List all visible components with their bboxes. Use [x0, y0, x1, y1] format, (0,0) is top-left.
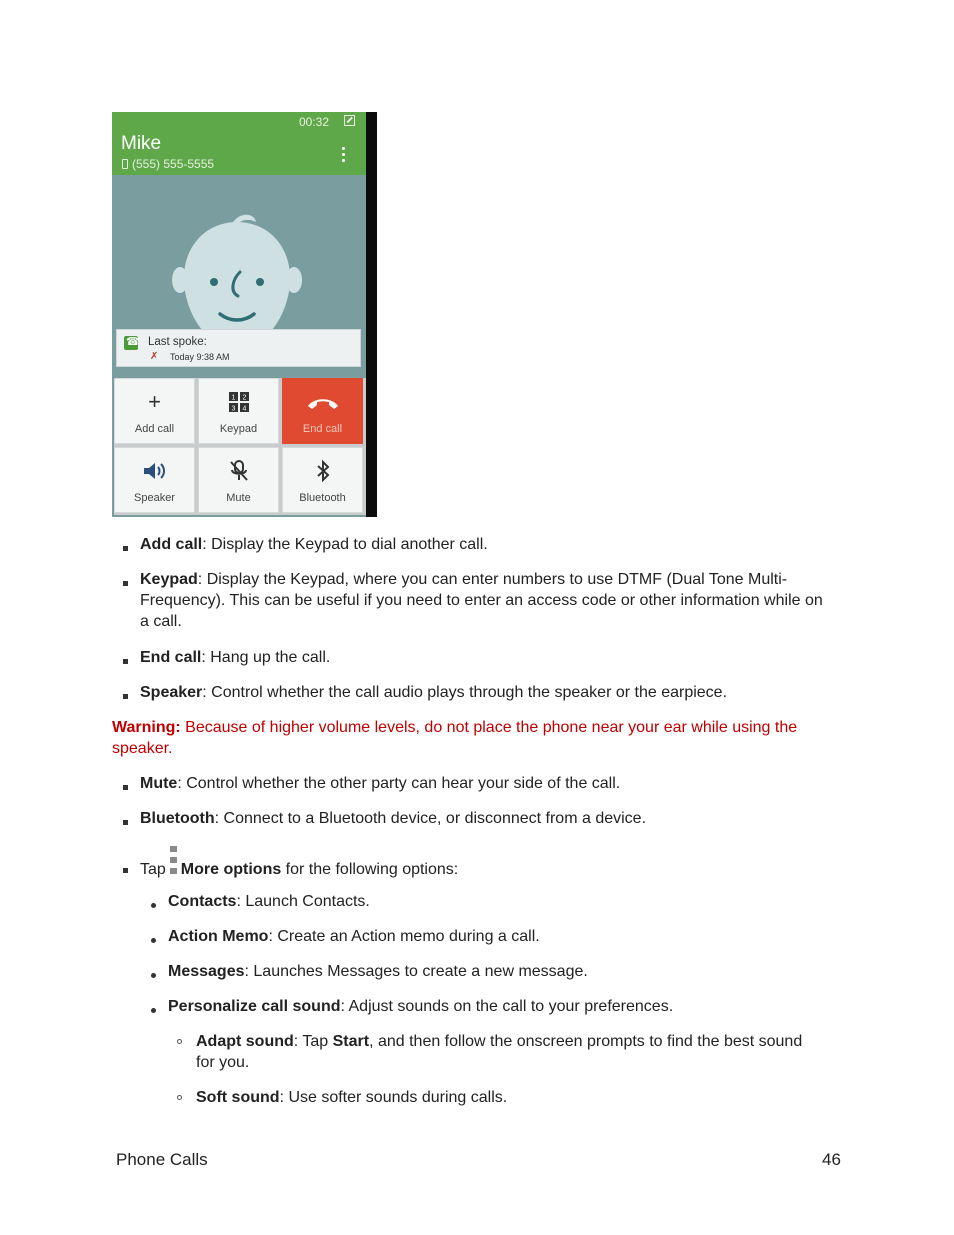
missed-call-icon: ✗ [150, 351, 159, 362]
page-number: 46 [822, 1150, 841, 1169]
more-options-icon [169, 846, 178, 876]
in-call-button-grid [114, 378, 366, 515]
list-item-bluetooth: Bluetooth: Connect to a Bluetooth device, or disconnect from a device. [140, 810, 647, 827]
list-item-mute: Mute: Control whether the other party can hear your side of the call. [140, 775, 621, 792]
keypad-label: Keypad [219, 423, 258, 435]
list-item-end-call: End call: Hang up the call. [140, 649, 331, 666]
edge-screen [366, 112, 377, 517]
speaker-icon [115, 458, 194, 484]
svg-text:3: 3 [231, 405, 235, 413]
list-item-add-call: Add call: Display the Keypad to dial another call. [140, 536, 488, 553]
list-bullet [123, 694, 128, 699]
sub-list-bullet [151, 903, 156, 908]
default-avatar-icon [172, 210, 302, 340]
speaker-button[interactable] [114, 447, 195, 513]
last-spoke-time: Today 9:38 AM [170, 352, 230, 362]
svg-text:1: 1 [231, 394, 235, 402]
hang-up-icon [283, 389, 362, 415]
contact-number-row [122, 157, 214, 171]
add-call-button[interactable] [114, 378, 195, 444]
end-call-label: End call [302, 423, 343, 435]
add-call-label: Add call [134, 423, 175, 435]
bluetooth-label: Bluetooth [299, 492, 346, 504]
plus-icon: + [148, 389, 161, 414]
warning-label: Warning: [112, 719, 181, 736]
sub-sub-list-bullet [177, 1039, 182, 1044]
speaker-label: Speaker [134, 492, 175, 504]
call-timer: 00:32 [299, 115, 330, 129]
call-screen-screenshot [112, 112, 377, 517]
phone-call-icon [124, 336, 138, 350]
bluetooth-icon [283, 458, 362, 484]
sub-item-personalize-call-sound: Personalize call sound: Adjust sounds on the call to your preferences. [168, 998, 674, 1015]
svg-text:4: 4 [242, 405, 246, 413]
warning-note-cont: speaker. [112, 740, 173, 757]
sub-sub-list-bullet [177, 1095, 182, 1100]
sub-list-bullet [151, 973, 156, 978]
contact-name: Mike [121, 133, 162, 154]
mute-label: Mute [226, 492, 251, 504]
sub-list-bullet [151, 1008, 156, 1013]
sub-sub-item-soft-sound: Soft sound: Use softer sounds during calls. [196, 1089, 508, 1106]
list-item-keypad-cont2: a call. [140, 613, 182, 630]
keypad-button[interactable] [198, 378, 279, 444]
mobile-phone-icon [122, 159, 128, 169]
sub-item-messages: Messages: Launches Messages to create a new message. [168, 963, 588, 980]
sub-list-bullet [151, 938, 156, 943]
more-options-icon[interactable] [342, 147, 346, 165]
list-item-speaker: Speaker: Control whether the call audio plays through the speaker or the earpiece. [140, 684, 728, 701]
contact-number: (555) 555-5555 [132, 157, 215, 171]
sub-item-contacts: Contacts: Launch Contacts. [168, 893, 370, 910]
svg-text:2: 2 [242, 394, 246, 402]
list-bullet [123, 659, 128, 664]
list-bullet [123, 581, 128, 586]
warning-note: Warning: Because of higher volume levels, do not place the phone near your ear while using the [112, 719, 798, 736]
last-spoke-card [116, 329, 361, 367]
list-item-keypad-cont: Frequency). This can be useful if you need to enter an access code or other information while on [140, 592, 823, 609]
expand-icon[interactable] [344, 115, 355, 126]
keypad-icon [199, 389, 278, 415]
list-item-more-options: Tap More options for the following options: [140, 846, 458, 891]
bluetooth-button[interactable] [282, 447, 363, 513]
last-spoke-label: Last spoke: [148, 336, 207, 348]
call-header [112, 112, 366, 175]
list-bullet [123, 785, 128, 790]
footer-section-name: Phone Calls [116, 1150, 208, 1169]
end-call-button[interactable] [282, 378, 363, 444]
sub-item-action-memo: Action Memo: Create an Action memo during a call. [168, 928, 540, 945]
sub-sub-item-adapt-sound-cont: for you. [196, 1054, 250, 1071]
mute-button[interactable] [198, 447, 279, 513]
mute-microphone-icon [199, 458, 278, 484]
list-bullet [123, 868, 128, 873]
sub-sub-item-adapt-sound: Adapt sound: Tap Start, and then follow the onscreen prompts to find the best sound [196, 1033, 803, 1050]
list-item-keypad: Keypad: Display the Keypad, where you can enter numbers to use DTMF (Dual Tone Multi- [140, 571, 788, 588]
list-bullet [123, 546, 128, 551]
list-bullet [123, 820, 128, 825]
